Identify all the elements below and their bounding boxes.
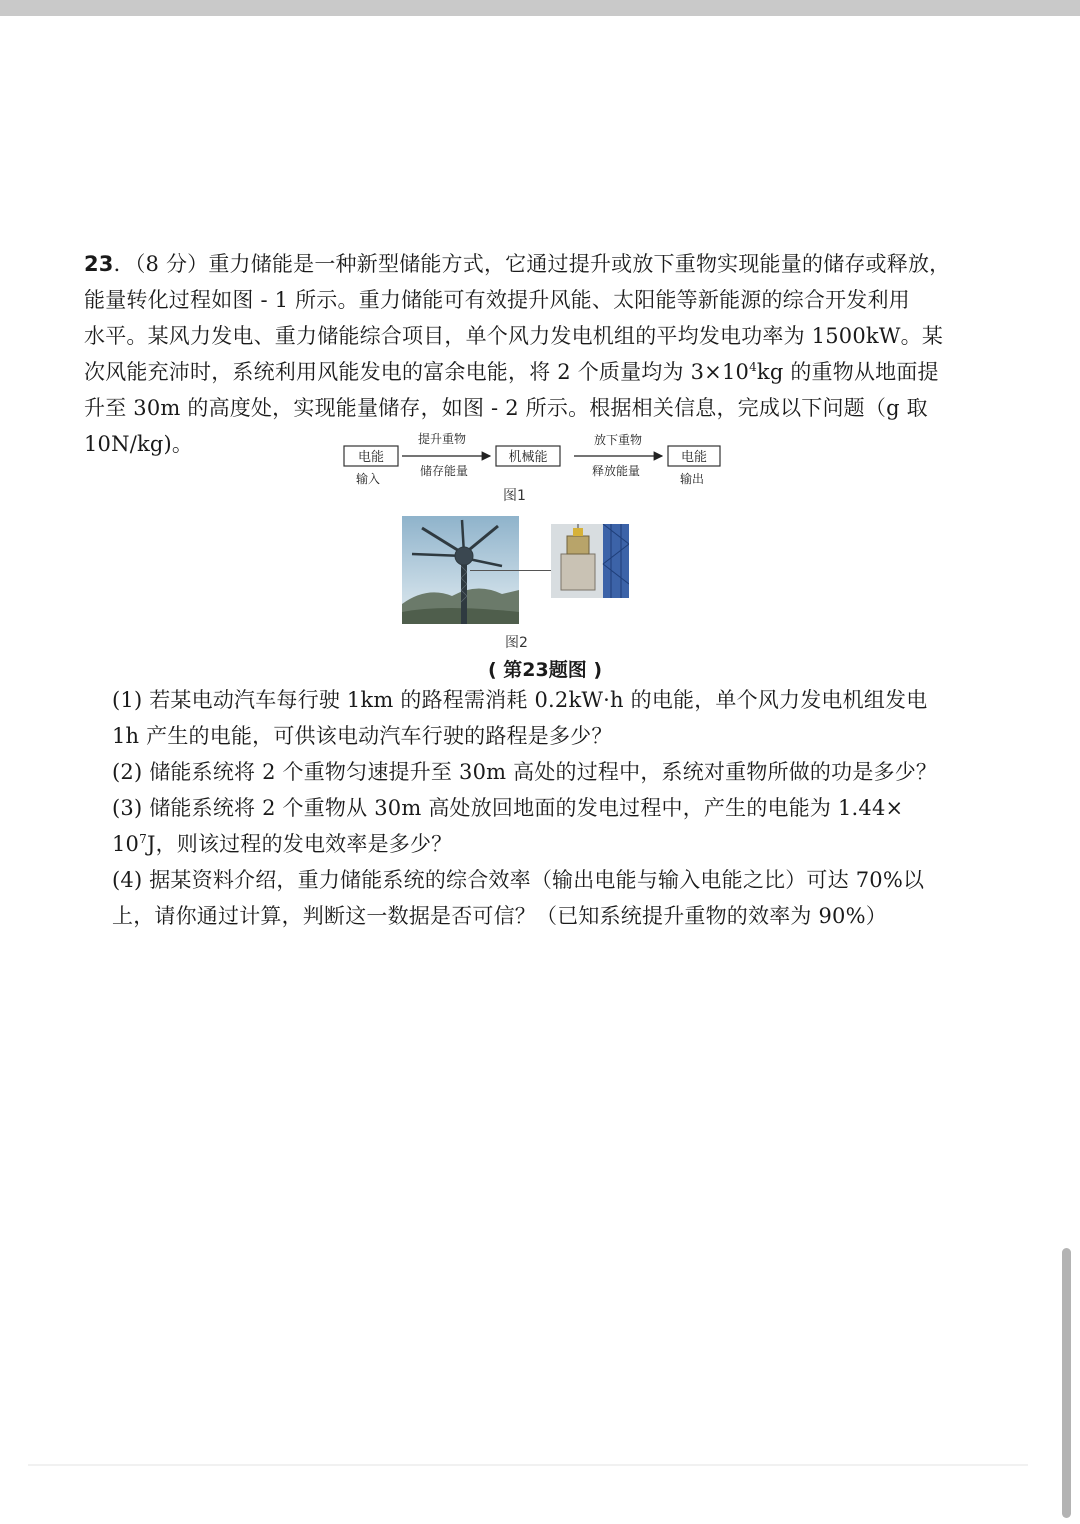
arrow2-bottom-label: 释放能量 [591,464,641,478]
figure-caption: ( 第23题图 ) [488,659,603,681]
problem-line-2: 能量转化过程如图 - 1 所示。重力储能可有效提升风能、太阳能等新能源的综合开发利用 [84,288,910,312]
figure-leader-line [470,570,551,571]
figure1-label: 图1 [503,488,526,504]
problem-line-5: 升至 30m 的高度处，实现能量储存，如图 - 2 所示。根据相关信息，完成以下问题（g 取 [84,396,928,420]
sub-questions [112,682,992,934]
weight-block-photo [551,524,629,598]
problem-line-3: 水平。某风力发电、重力储能综合项目，单个风力发电机组的平均发电功率为 1500kW。某 [84,324,944,348]
question-3-line-1: (3) 储能系统将 2 个重物从 30m 高处放回地面的发电过程中，产生的电能为 1.44× [112,796,904,820]
energy-flow-diagram [340,430,740,510]
box-middle-label: 机械能 [508,450,548,465]
box-input-label: 电能 [357,450,385,465]
question-3-line-2: $10^7J$，则该过程的发电效率是多少？ [112,832,453,856]
problem-line-1: 23．（8 分）重力储能是一种新型储能方式，它通过提升或放下重物实现能量的储存或释放， [84,252,951,276]
question-number: 23 [84,252,114,276]
question-2-line-1: (2) 储能系统将 2 个重物匀速提升至 30m 高处的过程中，系统对重物所做的功是多少？ [112,760,938,784]
problem-line-4: 次风能充沛时，系统利用风能发电的富余电能，将 2 个质量均为 $3\times 10^4kg$ 的重物从地面提 [84,360,939,384]
problem-line-6: 10N/kg)。 [84,432,194,456]
box-output-label: 电能 [680,450,708,465]
question-1-line-2: 1h 产生的电能，可供该电动汽车行驶的路程是多少？ [112,724,613,748]
output-label: 输出 [679,472,705,486]
question-1-line-1: (1) 若某电动汽车每行驶 1km 的路程需消耗 0.2kW·h 的电能，单个风力发电机组发电 [112,688,928,712]
question-4-line-1: (4) 据某资料介绍，重力储能系统的综合效率（输出电能与输入电能之比）可达 70%以 [112,868,925,892]
question-4-line-2: 上，请你通过计算，判断这一数据是否可信？（已知系统提升重物的效率为 90%） [112,904,887,928]
top-bar [0,0,1080,16]
vertical-scrollbar[interactable] [1062,1248,1071,1518]
arrow1-bottom-label: 储存能量 [419,464,469,478]
input-label: 输入 [355,472,381,486]
arrow2-top-label: 放下重物 [593,433,643,447]
arrow1-top-label: 提升重物 [417,432,467,446]
bottom-divider [28,1464,1028,1466]
figure2-label: 图2 [505,635,528,651]
